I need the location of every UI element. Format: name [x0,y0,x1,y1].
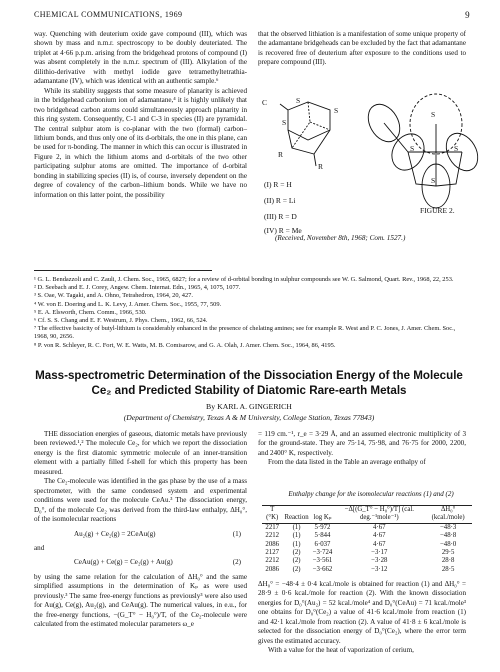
table-cell: (2) [292,557,301,565]
compound-ii: (II) R = Li [264,196,296,205]
column-header: Reaction [284,514,309,522]
table-cell: 29·5 [441,549,455,557]
table-row [262,549,472,557]
paragraph: The Ce₂-molecule was identified in the gas phase by the use of a mass spectrometer, with the same condensed system and experimental conditions were used for the molecule CeAu.³ The dissociation energy, D₀°, of the molecule Ce₂ was derived from the third-law enthalpy, ΔH₀°, of the isomolecular reactions [34,477,247,524]
enthalpy-table [262,505,472,574]
reference: ⁷ The effective basicity of butyl-lithium is considerably enhanced in the presence of chelating amines; see for example R. West and P. C. Jones, J. Amer. Chem. Soc., 1968, 90, 2656. [34,325,456,341]
reference: ⁴ W. von E. Doering and L. K. Levy, J. Amer. Chem. Soc., 1955, 77, 509. [34,300,222,308]
reference: ⁸ P. von R. Schleyer, R. C. Fort, W. E. Watts, M. B. Comisarow, and G. A. Olah, J. Amer. Chem. Soc., 1964, 86, 4195. [34,341,336,349]
column-header: −Δ[(G_T° − H₀°)/T] (cal. deg.⁻¹mole⁻¹) [344,506,414,522]
table-caption: Enthalpy change for the isomolecular reactions (1) and (2) [288,490,454,498]
atom-label-s: S [431,110,436,119]
paragraph: From the data listed in the Table an average enthalpy of [268,458,426,467]
table-cell: (1) [292,540,301,548]
top-right-column [258,30,466,68]
paragraph: While its stability suggests that some measure of planarity is achieved in the bridgehead carbonium ion of adamantane,⁴ it is highly unlikely that two bridgehead carbon atoms could simultaneously approach planarity in this ring system. Consequently, C-1 and C-3 in species (II) are pyramidal. The central sulphur atom is co-planar with the two (formal) carbon–lithium bonds, and thus only one of its d-orbitals, the one in this plane, can be used for π-bonding. The manner in which this can occur is illustrated in Figure 2, in which the lithium atoms and d-orbitals of the two other participating sulphur atoms are omitted. The importance of d-orbital bonding in stabilizing species (II) is, of course, inversely dependent on the degree of covalency of the carbon–lithium bonds. While we have no information on this latter point, the possibility [34,86,247,199]
paragraph: With a value for the heat of vaporization of cerium, [268,646,414,655]
table-cell: 2212 [265,532,280,540]
equation-1 [34,530,247,539]
paragraph: THE dissociation energies of gaseous, diatomic metals have previously been reviewed.¹,² The molecule Ce₂, for which we report the dissociation energy is the first diatomic symmetric molecule of an inner-transition element with a partially filled f-shell for which this property has been measured. [34,430,247,476]
table-cell: 6·037 [314,540,331,548]
figure-2 [258,88,498,288]
table-cell: −3·17 [371,549,388,557]
atom-label-s: S [431,176,436,185]
equation-body: Au₂(g) + Ce₂(g) = 2CeAu(g) [74,529,156,538]
equation-number: (2) [232,558,241,567]
table-cell: 5·972 [314,523,331,531]
reference: ⁶ Cf. S. S. Chang and E. F. Westrum, J. Phys. Chem., 1962, 66, 524. [34,317,208,325]
conjunction: and [34,543,45,552]
table-cell: −3·724 [312,549,333,557]
compound-iii: (III) R = D [264,212,297,221]
affiliation: (Department of Chemistry, Texas A & M University, College Station, Texas 77843) [123,413,375,422]
article-right-column-continued [258,580,466,656]
table-cell: 2127 [265,549,280,557]
group-label-r: R [278,150,284,159]
table-cell: −48·3 [439,523,457,531]
table-cell: 4·67 [373,523,386,531]
column-header: T (°K) [266,506,279,522]
table-cell: (2) [292,549,301,557]
atom-label-s: S [454,144,459,153]
top-left-column [34,30,247,200]
table-cell: 28·5 [441,565,455,573]
table-cell: 4·67 [373,540,386,548]
table-cell: (1) [292,523,301,531]
table-row [262,523,472,532]
table-row [262,557,472,565]
atom-label-c: C [262,98,268,107]
equation-2 [34,558,247,567]
reference: ⁵ E. A. Elsworth, Chem. Comm., 1966, 530. [34,308,147,316]
equation-number: (1) [232,529,241,538]
group-label-r: R [318,162,324,171]
table-cell: 2217 [265,523,280,531]
table-row [262,541,472,549]
equation-body: CeAu(g) + Ce(g) = Ce₂(g) + Au(g) [74,558,173,567]
journal-name: CHEMICAL COMMUNICATIONS, 1969 [34,10,183,19]
table-cell: −3·28 [371,557,388,565]
compound-iv: (IV) R = Me [264,226,302,235]
figure-caption: FIGURE 2. [420,206,455,215]
table-cell: (1) [292,532,301,540]
atom-label-s: S [410,144,415,153]
table-cell: −3·662 [312,565,333,573]
table-cell: 28·8 [441,557,455,565]
reference: ² D. Seebach and E. J. Corey, Angew. Chem. Internat. Edn., 1965, 4, 1075, 1077. [34,284,241,292]
atom-label-s: S [334,106,339,115]
atom-label-s: S [296,96,301,105]
table-cell: −48·8 [439,532,457,540]
paragraph: ΔH₀° = −48·4 ± 0·4 kcal./mole is obtained for reaction (1) and ΔH₀° = 28·9 ± 0·6 kcal./mole for reaction (2). With the known dissociation energies for D₀°(Au₂) = 52 kcal./mole⁴ and D₀°(CeAu) = 71 kcal./mole³ one obtains for D₀°(Ce₂) a value of 41·6 kcal./mole from reaction (1) and 42·1 kcal./mole from reaction (2). A value of 41·8 ± 6 kcal./mole is selected for the dissociation energy of D₀°(Ce₂), where the error term gives the estimated accuracy. [258,580,466,645]
table-cell: −48·0 [439,540,457,548]
table-cell: 2086 [265,540,280,548]
column-header: ΔH₀° (kcal./mole) [431,506,465,522]
compound-i: (I) R = H [264,180,292,189]
reference: ¹ G. L. Bendazzoli and C. Zauli, J. Chem. Soc., 1965, 6827; for a review of d-orbital bonding in sulphur compounds see W. G. Salmond, Quart. Rev., 1968, 22, 253. [34,276,454,283]
received-date: (Received, November 8th, 1968; Com. 1527.) [275,234,406,242]
column-header: log Kₚ [313,514,332,522]
table-row [262,566,472,574]
page-number: 9 [465,10,470,20]
references [34,276,464,350]
footnote-rule [34,270,212,271]
table-cell: −3·561 [312,557,333,565]
paragraph: way. Quenching with deuterium oxide gave compound (III), which was shown by mass and n.m.r. spectroscopy to be doubly deuteriated. The triplet at 4·66 p.p.m. arising from the bridgehead protons of compound (I) was absent completely in the n.m.r. spectrum of (III). Alkylation of the dilithio-derivative with methyl iodide gave tetramethyltetrathia-adamantane (IV), which was identical with an authentic sample.⁶ [34,30,247,86]
atom-label-s: S [282,118,287,127]
reference: ³ S. Oae, W. Tagaki, and A. Ohno, Tetrahedron, 1964, 20, 427. [34,292,193,300]
table-row [262,532,472,540]
paragraph: by using the same relation for the calculation of ΔH₀° and the same simplified assumptions in the determination of Kₚ as were used previously.³ The same free-energy functions as previously³ were also used for Au(g), Ce(g), Au₂(g), and CeAu(g). The numerical values, in e.u., for the free-energy functions, −(G_T° − H₀°)/T, of the Ce₂-molecule were calculated from the estimated molecular parameters ω_e [34,572,247,629]
running-header [34,10,470,22]
article-left-column [34,430,247,630]
paragraph: = 119 cm.⁻¹, r_e = 3·29 Å, and an assumed electronic multiplicity of 3 for the ground-state. They are 75·14, 75·98, and 76·75 for 2000, 2200, and 2400° K, respectively. [258,430,466,457]
table-cell: 4·67 [373,532,386,540]
author: By KARL A. GINGERICH [206,402,292,411]
table-cell: (2) [292,565,301,573]
table-cell: 2212 [265,557,280,565]
article-right-column [258,430,466,468]
article-title: Mass-spectrometric Determination of the Dissociation Energy of the Molecule Ce₂ and Predicted Stability of Diatomic Rare-earth Metals [35,369,463,397]
table-cell: −3·12 [371,565,388,573]
table-cell: 2086 [265,565,280,573]
paragraph: that the observed lithiation is a manifestation of some unique property of the adamantane bridgeheads can be excluded by the fact that adamantane is recovered free of deuterium after exposure to the conditions used to prepare compound (III). [258,30,466,67]
table-cell: 5·844 [314,532,331,540]
